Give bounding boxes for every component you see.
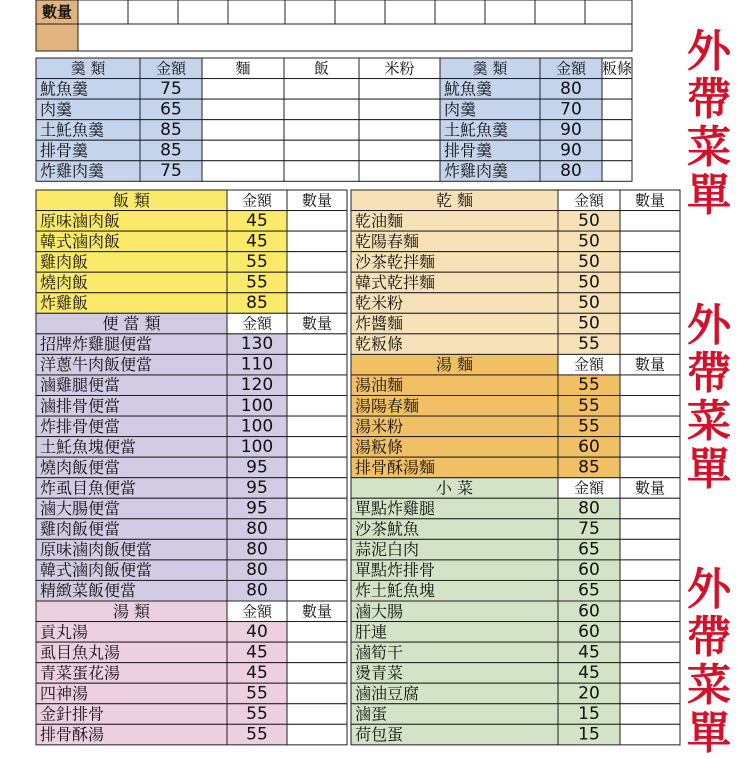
takeout-menu-char: 外 — [687, 564, 731, 615]
geng-item-name: 炸雞肉羹 — [40, 161, 105, 181]
quantity-entry-cell — [620, 539, 680, 560]
menu-item-name: 沙茶乾拌麵 — [355, 252, 436, 272]
quantity-entry-cell — [620, 211, 680, 232]
geng-item-name: 炸雞肉羹 — [444, 161, 509, 181]
section-title: 小 菜 — [435, 478, 474, 498]
menu-item-name: 滷油豆腐 — [355, 683, 420, 703]
menu-item-price: 80 — [246, 539, 268, 560]
menu-item-price: 55 — [246, 251, 268, 272]
takeout-menu-char: 帶 — [687, 612, 731, 663]
menu-item-name: 滷大腸便當 — [40, 499, 121, 519]
quantity-entry-cell — [287, 354, 347, 375]
quantity-entry-cell — [78, 24, 632, 51]
menu-item-price: 50 — [578, 313, 600, 334]
menu-item-name: 乾油麵 — [355, 211, 404, 231]
menu-item-name: 滷筍干 — [355, 642, 404, 662]
geng-cell — [202, 79, 284, 100]
takeout-menu-char: 菜 — [687, 122, 731, 173]
menu-item-price: 50 — [578, 210, 600, 231]
quantity-entry-cell — [287, 642, 347, 663]
menu-item-price: 85 — [578, 457, 600, 478]
menu-item-price: 60 — [578, 621, 600, 642]
menu-item-price: 45 — [246, 210, 268, 231]
geng-item-price: 80 — [560, 78, 582, 99]
quantity-entry-cell — [620, 375, 680, 396]
menu-item-name: 虱目魚丸湯 — [40, 642, 121, 662]
quantity-entry-cell — [620, 437, 680, 458]
menu-item-price: 55 — [246, 724, 268, 745]
menu-item-price: 55 — [578, 375, 600, 396]
quantity-entry-cell — [287, 396, 347, 417]
geng-cell — [602, 161, 632, 182]
quantity-entry-cell — [620, 704, 680, 725]
menu-item-name: 單點炸雞腿 — [355, 499, 436, 519]
takeout-menu-char: 外 — [687, 26, 731, 77]
menu-item-price: 80 — [578, 498, 600, 519]
menu-item-price: 50 — [578, 251, 600, 272]
quantity-entry-cell — [287, 704, 347, 725]
menu-item-name: 排骨酥湯 — [40, 725, 105, 745]
quantity-entry-cell — [620, 724, 680, 745]
quantity-entry-cell — [287, 211, 347, 232]
menu-item-price: 45 — [246, 231, 268, 252]
geng-item-name: 魷魚羹 — [444, 79, 493, 99]
quantity-entry-cell — [620, 231, 680, 252]
menu-item-price: 60 — [578, 560, 600, 581]
quantity-entry-cell — [620, 560, 680, 581]
geng-item-name: 排骨羹 — [444, 140, 493, 160]
geng-header-text: 米粉 — [384, 59, 415, 78]
quantity-entry-cell — [287, 293, 347, 314]
menu-item-price: 55 — [578, 416, 600, 437]
takeout-menu-label — [680, 566, 738, 758]
quantity-entry-cell — [287, 437, 347, 458]
section-title: 湯 麵 — [435, 355, 474, 375]
takeout-menu-char: 菜 — [687, 660, 731, 711]
menu-item-name: 燒肉飯便當 — [40, 457, 121, 477]
menu-item-price: 45 — [246, 642, 268, 663]
geng-header-text: 金額 — [555, 59, 587, 78]
takeout-menu-char: 帶 — [687, 348, 731, 399]
price-column-header: 金額 — [241, 314, 273, 333]
menu-item-price: 110 — [240, 354, 274, 375]
geng-cell — [202, 161, 284, 182]
geng-cell — [284, 120, 359, 141]
menu-item-price: 95 — [246, 477, 268, 498]
menu-item-name: 炸虱目魚便當 — [40, 478, 137, 498]
menu-item-name: 炸排骨便當 — [40, 416, 121, 436]
geng-header-text: 粄條 — [601, 59, 633, 78]
quantity-entry-cell — [287, 478, 347, 499]
geng-header-text: 飯 — [313, 59, 330, 78]
menu-item-name: 滷雞腿便當 — [40, 375, 121, 395]
menu-item-price: 60 — [578, 601, 600, 622]
section-title: 乾 麵 — [435, 190, 474, 210]
quantity-entry-cell — [287, 519, 347, 540]
geng-cell — [359, 140, 440, 161]
menu-item-name: 湯油麵 — [355, 375, 404, 395]
quantity-entry-cell — [620, 457, 680, 478]
quantity-column-header: 數量 — [634, 191, 666, 210]
quantity-entry-cell — [620, 601, 680, 622]
menu-item-name: 乾陽春麵 — [355, 231, 420, 251]
geng-header-text: 羹 類 — [70, 59, 106, 78]
menu-item-name: 洋蔥牛肉飯便當 — [40, 355, 153, 375]
takeout-menu-char: 帶 — [687, 74, 731, 125]
quantity-column-header: 數量 — [301, 314, 333, 333]
quantity-entry-cell — [585, 0, 632, 24]
quantity-entry-cell — [620, 396, 680, 417]
geng-item-price: 75 — [160, 161, 182, 182]
geng-item-name: 肉羹 — [40, 99, 73, 119]
menu-item-price: 60 — [578, 436, 600, 457]
menu-item-name: 湯陽春麵 — [355, 396, 420, 416]
menu-item-price: 45 — [578, 662, 600, 683]
menu-item-price: 40 — [246, 621, 268, 642]
quantity-entry-cell — [620, 683, 680, 704]
menu-item-name: 燙青菜 — [355, 663, 404, 683]
quantity-entry-cell — [287, 580, 347, 601]
quantity-entry-cell — [287, 724, 347, 745]
menu-item-name: 湯米粉 — [355, 416, 404, 436]
quantity-entry-cell — [287, 231, 347, 252]
geng-cell — [359, 120, 440, 141]
quantity-entry-cell — [287, 272, 347, 293]
takeout-menu-char: 單 — [687, 170, 731, 221]
takeout-menu-char: 單 — [687, 708, 731, 759]
geng-header-text: 麵 — [235, 59, 251, 78]
menu-item-price: 85 — [246, 293, 268, 314]
geng-cell — [359, 161, 440, 182]
quantity-entry-cell — [620, 498, 680, 519]
quantity-entry-cell — [620, 519, 680, 540]
menu-item-name: 滷蛋 — [355, 704, 388, 724]
menu-item-name: 湯粄條 — [355, 437, 404, 457]
menu-item-price: 65 — [578, 539, 600, 560]
menu-item-name: 乾粄條 — [355, 334, 404, 354]
quantity-entry-cell — [535, 0, 585, 24]
price-column-header: 金額 — [573, 478, 605, 497]
geng-cell — [202, 140, 284, 161]
geng-item-price: 70 — [560, 99, 582, 120]
quantity-entry-cell — [385, 0, 435, 24]
geng-cell — [602, 99, 632, 120]
quantity-label: 數量 — [41, 3, 73, 21]
menu-item-price: 55 — [578, 395, 600, 416]
quantity-entry-cell — [335, 0, 385, 24]
menu-item-price: 55 — [246, 704, 268, 725]
menu-item-price: 80 — [246, 519, 268, 540]
geng-item-name: 排骨羹 — [40, 140, 89, 160]
quantity-entry-cell — [485, 0, 535, 24]
quantity-entry-cell — [128, 0, 178, 24]
quantity-entry-cell — [228, 0, 285, 24]
price-column-header: 金額 — [573, 191, 605, 210]
takeout-menu-label — [680, 302, 738, 494]
quantity-entry-cell — [620, 663, 680, 684]
menu-item-price: 55 — [246, 683, 268, 704]
menu-item-price: 95 — [246, 498, 268, 519]
geng-item-price: 85 — [160, 119, 182, 140]
menu-item-name: 雞肉飯 — [40, 252, 89, 272]
quantity-entry-cell — [620, 293, 680, 314]
quantity-column-header: 數量 — [634, 355, 666, 374]
geng-cell — [602, 140, 632, 161]
price-column-header: 金額 — [573, 355, 605, 374]
geng-cell — [284, 140, 359, 161]
geng-item-price: 90 — [560, 140, 582, 161]
geng-header-text: 羹 類 — [472, 59, 508, 78]
quantity-label-cell — [36, 24, 78, 51]
geng-cell — [359, 99, 440, 120]
menu-item-price: 95 — [246, 457, 268, 478]
quantity-entry-cell — [620, 622, 680, 643]
menu-item-price: 50 — [578, 293, 600, 314]
geng-header-text: 金額 — [155, 59, 187, 78]
quantity-entry-cell — [287, 622, 347, 643]
geng-item-price: 65 — [160, 99, 182, 120]
menu-item-price: 55 — [246, 272, 268, 293]
quantity-entry-cell — [620, 334, 680, 355]
menu-item-price: 45 — [578, 642, 600, 663]
menu-item-price: 100 — [240, 436, 274, 457]
menu-item-name: 原味滷肉飯 — [40, 211, 121, 231]
quantity-entry-cell — [435, 0, 485, 24]
quantity-entry-cell — [620, 416, 680, 437]
menu-item-name: 四神湯 — [40, 683, 89, 703]
menu-item-price: 80 — [246, 560, 268, 581]
price-column-header: 金額 — [241, 191, 273, 210]
menu-item-price: 45 — [246, 662, 268, 683]
quantity-entry-cell — [178, 0, 228, 24]
geng-cell — [602, 120, 632, 141]
menu-item-name: 青菜蛋花湯 — [40, 663, 121, 683]
menu-item-price: 50 — [578, 231, 600, 252]
quantity-entry-cell — [287, 683, 347, 704]
geng-item-price: 80 — [560, 161, 582, 182]
geng-cell — [202, 99, 284, 120]
price-column-header: 金額 — [241, 602, 273, 621]
menu-item-name: 韓式滷肉飯便當 — [40, 560, 153, 580]
menu-item-name: 韓式滷肉飯 — [40, 231, 121, 251]
quantity-column-header: 數量 — [634, 478, 666, 497]
menu-item-name: 燒肉飯 — [40, 272, 89, 292]
section-title: 湯 類 — [112, 601, 151, 621]
menu-item-name: 乾米粉 — [355, 293, 404, 313]
quantity-column-header: 數量 — [301, 602, 333, 621]
quantity-entry-cell — [620, 642, 680, 663]
menu-item-name: 韓式乾拌麵 — [355, 272, 436, 292]
takeout-menu-char: 菜 — [687, 396, 731, 447]
menu-item-price: 100 — [240, 395, 274, 416]
menu-item-name: 金針排骨 — [40, 704, 105, 724]
geng-cell — [202, 120, 284, 141]
menu-item-name: 滷排骨便當 — [40, 396, 121, 416]
menu-item-name: 炸醬麵 — [355, 314, 404, 334]
menu-item-price: 120 — [240, 375, 274, 396]
menu-item-name: 精緻菜飯便當 — [40, 581, 137, 601]
menu-item-name: 蒜泥白肉 — [355, 540, 420, 560]
geng-item-price: 75 — [160, 78, 182, 99]
menu-item-price: 15 — [578, 724, 600, 745]
geng-cell — [359, 79, 440, 100]
geng-item-name: 肉羹 — [444, 99, 477, 119]
menu-item-name: 單點炸排骨 — [355, 560, 436, 580]
quantity-column-header: 數量 — [301, 191, 333, 210]
menu-item-price: 80 — [246, 580, 268, 601]
quantity-entry-cell — [287, 498, 347, 519]
menu-item-price: 100 — [240, 416, 274, 437]
geng-item-name: 魷魚羹 — [40, 79, 89, 99]
quantity-entry-cell — [78, 0, 128, 24]
geng-item-price: 85 — [160, 140, 182, 161]
menu-item-price: 15 — [578, 704, 600, 725]
geng-item-price: 90 — [560, 119, 582, 140]
menu-item-name: 炸雞飯 — [40, 293, 89, 313]
quantity-entry-cell — [287, 252, 347, 273]
quantity-entry-cell — [287, 416, 347, 437]
quantity-entry-cell — [287, 457, 347, 478]
geng-cell — [602, 79, 632, 100]
quantity-entry-cell — [620, 580, 680, 601]
menu-item-name: 貢丸湯 — [40, 622, 89, 642]
menu-item-price: 65 — [578, 580, 600, 601]
quantity-entry-cell — [287, 560, 347, 581]
menu-item-name: 荷包蛋 — [355, 725, 404, 745]
quantity-entry-cell — [285, 0, 335, 24]
geng-cell — [284, 99, 359, 120]
quantity-entry-cell — [287, 539, 347, 560]
quantity-entry-cell — [287, 334, 347, 355]
geng-item-name: 土魠魚羹 — [40, 120, 105, 140]
menu-item-price: 75 — [578, 519, 600, 540]
menu-item-name: 招牌炸雞腿便當 — [40, 334, 153, 354]
section-title: 便 當 類 — [102, 314, 161, 334]
menu-item-price: 50 — [578, 272, 600, 293]
takeout-menu-char: 單 — [687, 444, 731, 495]
menu-item-name: 肝連 — [355, 622, 388, 642]
menu-item-name: 雞肉飯便當 — [40, 519, 121, 539]
menu-item-name: 原味滷肉飯便當 — [40, 540, 153, 560]
section-title: 飯 類 — [112, 190, 151, 210]
geng-cell — [284, 161, 359, 182]
menu-item-price: 130 — [240, 334, 274, 355]
menu-item-price: 55 — [578, 334, 600, 355]
geng-item-name: 土魠魚羹 — [444, 120, 509, 140]
takeout-menu-char: 外 — [687, 300, 731, 351]
geng-cell — [284, 79, 359, 100]
quantity-entry-cell — [287, 663, 347, 684]
quantity-entry-cell — [287, 375, 347, 396]
quantity-entry-cell — [620, 313, 680, 334]
takeout-menu-label — [680, 28, 738, 220]
quantity-entry-cell — [620, 272, 680, 293]
quantity-entry-cell — [620, 252, 680, 273]
menu-item-name: 土魠魚塊便當 — [40, 437, 137, 457]
menu-item-name: 滷大腸 — [355, 601, 404, 621]
menu-item-price: 20 — [578, 683, 600, 704]
menu-item-name: 排骨酥湯麵 — [355, 457, 436, 477]
menu-item-name: 炸土魠魚塊 — [355, 581, 436, 601]
menu-item-name: 沙茶魷魚 — [355, 519, 420, 539]
